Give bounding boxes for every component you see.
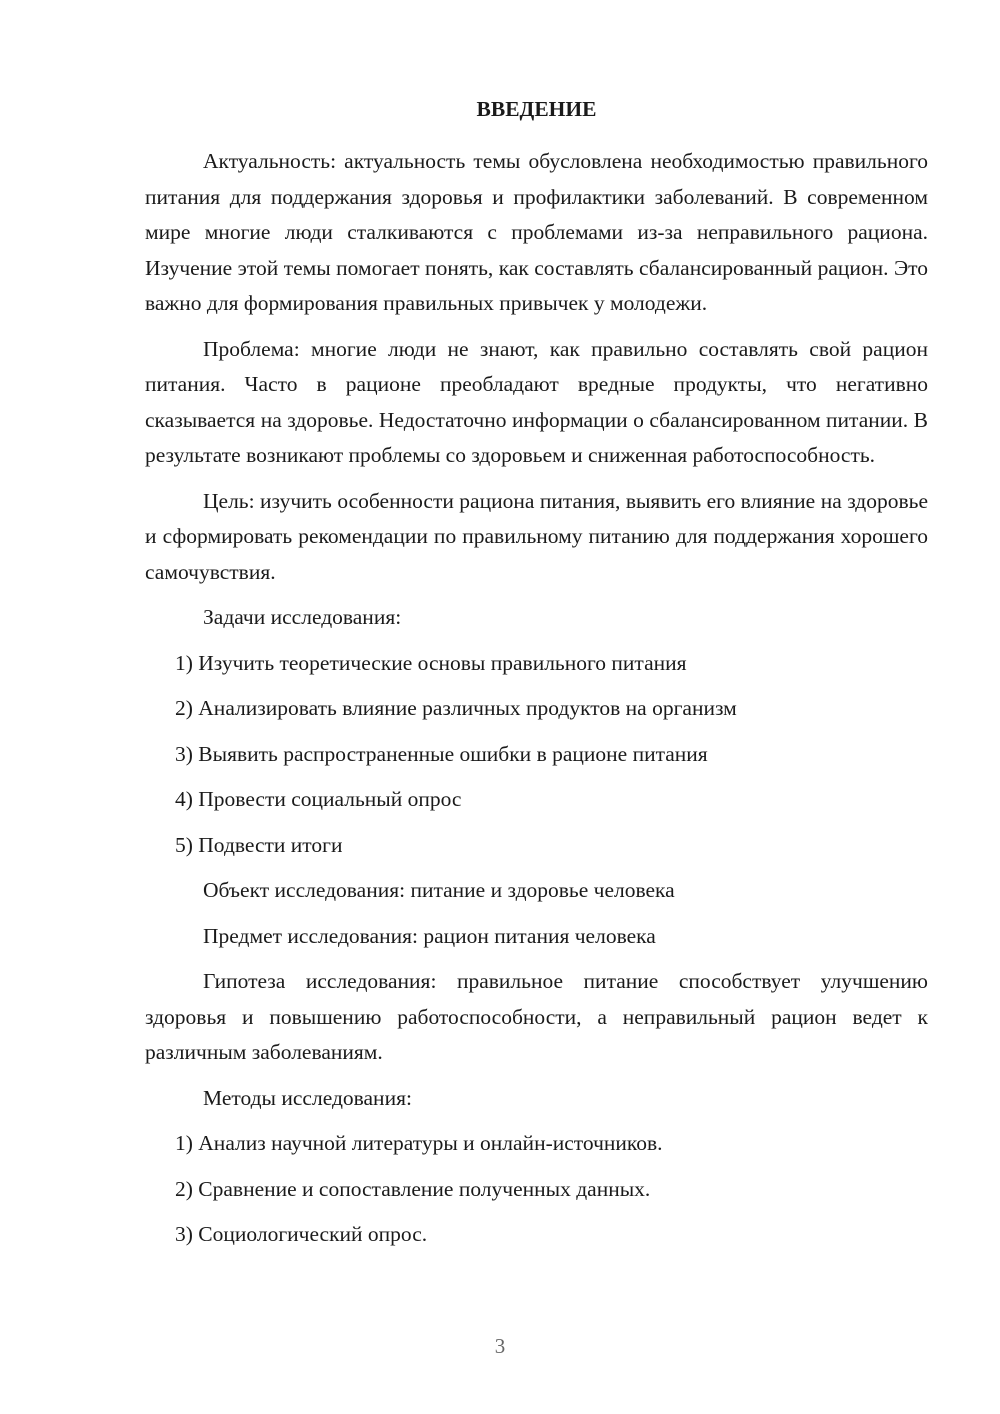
relevance-paragraph: Актуальность: актуальность темы обусловлена необходимостью правильного питания для поддержания здоровья и профилактики заболеваний. В современном мире многие люди сталкиваются с проблемами из-за неправильного рациона. Изучение этой темы помогает понять, как составлять сбалансированный рацион. Это важно для формирования правильных привычек у молодежи. <box>145 149 928 315</box>
methods-list <box>145 1126 928 1253</box>
goal-paragraph: Цель: изучить особенности рациона питания, выявить его влияние на здоровье и сформировать рекомендации по правильному питанию для поддержания хорошего самочувствия. <box>145 488 928 584</box>
tasks-list <box>145 646 928 864</box>
object-line: Объект исследования: питание и здоровье человека <box>203 878 675 902</box>
list-item: 2) Сравнение и сопоставление полученных данных. <box>175 1176 651 1201</box>
tasks-label: Задачи исследования: <box>203 605 402 629</box>
methods-label: Методы исследования: <box>203 1085 412 1110</box>
list-item: 5) Подвести итоги <box>175 832 343 857</box>
list-item: 4) Провести социальный опрос <box>175 787 462 811</box>
subject-line: Предмет исследования: рацион питания человека <box>203 923 656 948</box>
hypothesis-paragraph: Гипотеза исследования: правильное питание способствует улучшению здоровья и повышению работоспособности, а неправильный рацион ведет к различным заболеваниям. <box>145 969 928 1064</box>
page-number: 3 <box>494 1334 506 1358</box>
problem-paragraph: Проблема: многие люди не знают, как правильно составлять свой рацион питания. Часто в рационе преобладают вредные продукты, что негативно сказывается на здоровье. Недостаточно информации о сбалансированном питании. В результате возникают проблемы со здоровьем и сниженная работоспособность. <box>145 336 928 467</box>
list-item: 2) Анализировать влияние различных продуктов на организм <box>175 696 737 720</box>
list-item: 1) Анализ научной литературы и онлайн-источников. <box>175 1131 663 1155</box>
list-item: 1) Изучить теоретические основы правильного питания <box>175 650 687 675</box>
list-item: 3) Социологический опрос. <box>175 1222 428 1246</box>
list-item: 3) Выявить распространенные ошибки в рационе питания <box>175 741 708 766</box>
page-title: ВВЕДЕНИЕ <box>476 97 597 121</box>
document-page <box>145 92 928 1263</box>
